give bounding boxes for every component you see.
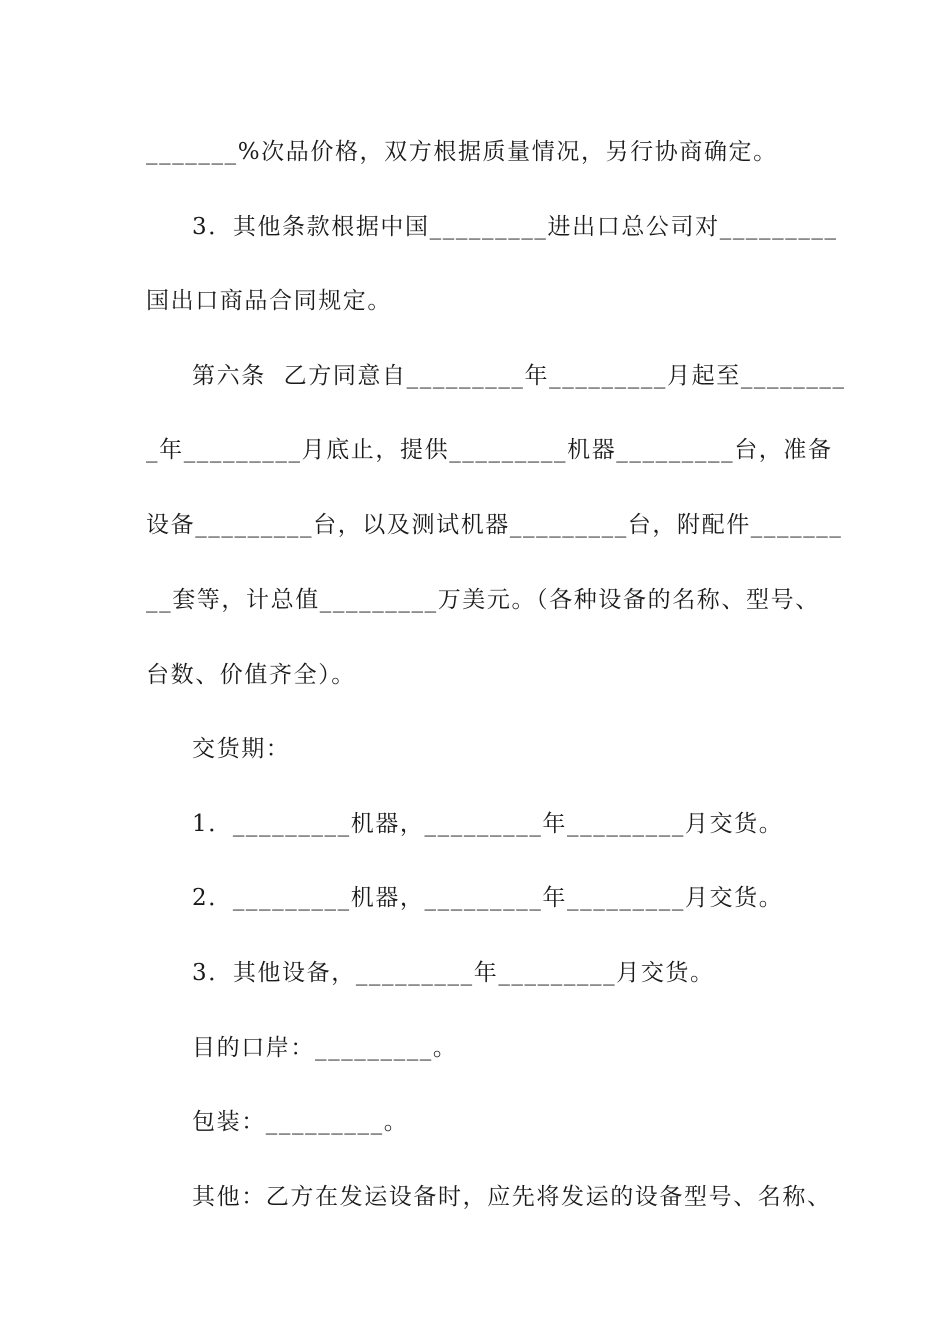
text-line: _______%次品价格，双方根据质量情况，另行协商确定。 <box>146 139 778 165</box>
text-line: 1．_________机器，_________年_________月交货。 <box>192 811 784 837</box>
text-line: 第六条 乙方同意自_________年_________月起至________ <box>192 363 846 389</box>
text-line: 目的口岸：_________。 <box>192 1035 458 1061</box>
text-line: 2．_________机器，_________年_________月交货。 <box>192 885 784 911</box>
text-line: __套等，计总值_________万美元。（各种设备的名称、型号、 <box>146 587 820 613</box>
text-line: _年_________月底止，提供_________机器_________台，准备 <box>146 437 833 463</box>
text-line: 国出口商品合同规定。 <box>146 288 392 314</box>
text-line: 其他：乙方在发运设备时，应先将发运的设备型号、名称、 <box>192 1184 832 1210</box>
text-line: 3．其他设备，_________年_________月交货。 <box>192 960 715 986</box>
text-line: 交货期： <box>192 736 291 762</box>
text-line: 台数、价值齐全）。 <box>146 662 356 688</box>
text-line: 设备_________台，以及测试机器_________台，附配件_______ <box>146 512 843 538</box>
text-line: 包装：_________。 <box>192 1109 409 1135</box>
text-line: 3．其他条款根据中国_________进出口总公司对_________ <box>192 214 838 240</box>
